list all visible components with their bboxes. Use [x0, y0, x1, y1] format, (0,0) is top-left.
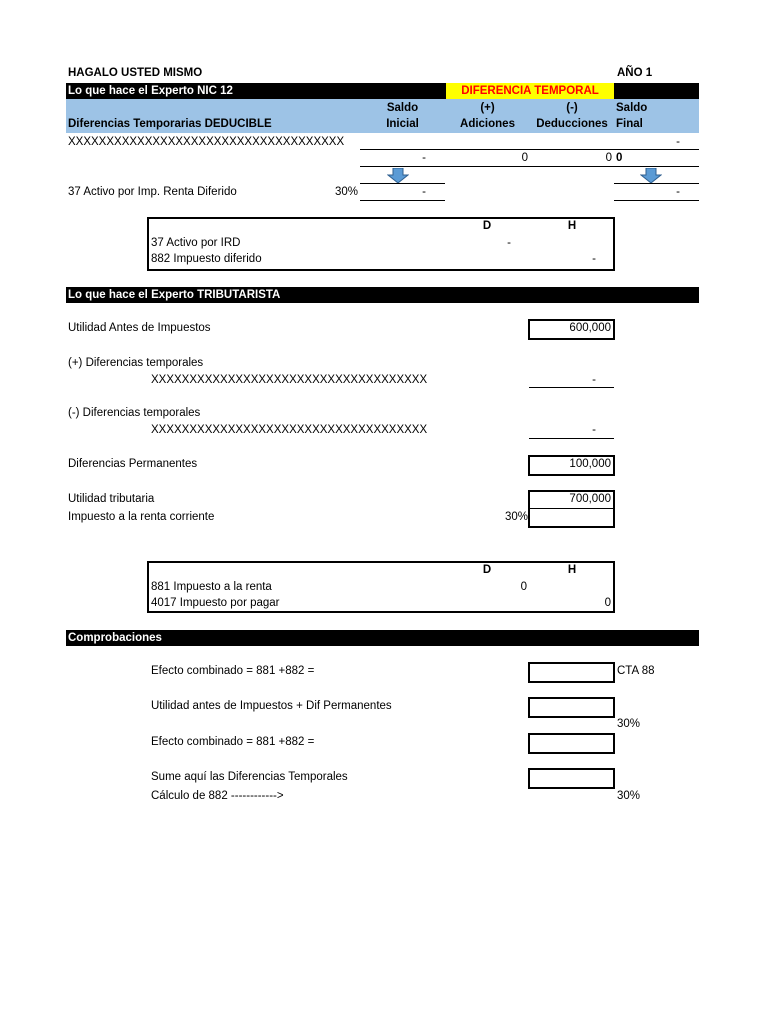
activo-row-saldo-final: -	[676, 186, 680, 198]
calculo-882-label: Cálculo de 882 ------------>	[151, 790, 284, 802]
efecto-combinado-2-label: Efecto combinado = 881 +882 =	[151, 736, 315, 748]
col-adiciones-line1: (+)	[480, 102, 495, 114]
trib-entry-line2-h: 0	[604, 597, 611, 609]
cta-88-label: CTA 88	[617, 665, 655, 677]
activo-row-rate: 30%	[334, 186, 358, 198]
col-saldo-inicial-line2: Inicial	[386, 118, 419, 130]
tributaria-box-divider	[530, 508, 613, 509]
minus-rule	[529, 438, 614, 439]
total-top-rule	[360, 149, 699, 150]
total-bottom-rule	[360, 166, 699, 167]
trib-entry-line1-label: 881 Impuesto a la renta	[151, 581, 272, 593]
activo-rule-right	[614, 200, 699, 201]
permanentes-label: Diferencias Permanentes	[68, 458, 198, 470]
nic12-entry-col-h: H	[567, 220, 577, 232]
minus-x-row: XXXXXXXXXXXXXXXXXXXXXXXXXXXXXXXXXXXX	[151, 424, 428, 436]
col-deducciones-line2: Deducciones	[536, 118, 608, 130]
activo-row-saldo-inicial: -	[422, 186, 426, 198]
utilidad-dif-input[interactable]	[528, 697, 615, 718]
plus-temporales-label: (+) Diferencias temporales	[68, 357, 204, 369]
sume-temporales-label: Sume aquí las Diferencias Temporales	[151, 771, 348, 783]
diferencia-temporal-label: DIFERENCIA TEMPORAL	[461, 85, 599, 97]
activo-row-label: 37 Activo por Imp. Renta Diferido	[68, 186, 237, 198]
activo-rule-left	[360, 200, 445, 201]
total-adiciones: 0	[521, 152, 528, 164]
impuesto-corriente-label: Impuesto a la renta corriente	[68, 511, 215, 523]
sume-temporales-input[interactable]	[528, 768, 615, 789]
arrow-down-icon	[387, 168, 409, 184]
document-title: HAGALO USTED MISMO	[68, 67, 203, 79]
x-row-label: XXXXXXXXXXXXXXXXXXXXXXXXXXXXXXXXXXXX	[68, 136, 345, 148]
col-saldo-final-line2: Final	[616, 118, 643, 130]
efecto-combinado-1-input[interactable]	[528, 662, 615, 683]
total-saldo-inicial: -	[422, 152, 426, 164]
efecto-combinado-2-input[interactable]	[528, 733, 615, 754]
trib-entry-col-d: D	[482, 564, 492, 576]
nic12-entry-line1-label: 37 Activo por IRD	[151, 237, 241, 249]
col-saldo-inicial-line1: Saldo	[386, 102, 419, 114]
trib-entry-col-h: H	[567, 564, 577, 576]
arrow-rule-right	[614, 183, 699, 184]
plus-temporales-value: -	[592, 374, 596, 386]
rate-30-2: 30%	[617, 790, 641, 802]
trib-entry-line1-d: 0	[520, 581, 527, 593]
plus-x-row: XXXXXXXXXXXXXXXXXXXXXXXXXXXXXXXXXXXX	[151, 374, 428, 386]
row-header-label: Diferencias Temporarias DEDUCIBLE	[68, 118, 272, 130]
efecto-combinado-1-label: Efecto combinado = 881 +882 =	[151, 665, 315, 677]
rate-30-1: 30%	[617, 718, 641, 730]
arrow-down-icon	[640, 168, 662, 184]
permanentes-value: 100,000	[569, 458, 611, 470]
arrow-rule-left	[360, 183, 445, 184]
col-deducciones-line1: (-)	[566, 102, 578, 114]
x-row-saldo-final: -	[676, 136, 680, 148]
utilidad-tributaria-label: Utilidad tributaria	[68, 493, 155, 505]
total-deducciones: 0	[605, 152, 612, 164]
minus-temporales-label: (-) Diferencias temporales	[68, 407, 201, 419]
nic12-entry-col-d: D	[482, 220, 492, 232]
col-saldo-final-line1: Saldo	[616, 102, 648, 114]
tributarista-section-title: Lo que hace el Experto TRIBUTARISTA	[68, 289, 281, 301]
utilidad-label: Utilidad Antes de Impuestos	[68, 322, 211, 334]
nic12-entry-line2-label: 882 Impuesto diferido	[151, 253, 262, 265]
comprobaciones-section-title: Comprobaciones	[68, 632, 162, 644]
nic12-entry-line2-h: -	[592, 253, 596, 265]
year-label: AÑO 1	[617, 67, 653, 79]
col-adiciones-line2: Adiciones	[460, 118, 515, 130]
impuesto-corriente-rate: 30%	[504, 511, 528, 523]
plus-rule	[529, 387, 614, 388]
utilidad-dif-label: Utilidad antes de Impuestos + Dif Permanentes	[151, 700, 392, 712]
utilidad-value: 600,000	[569, 322, 611, 334]
minus-temporales-value: -	[592, 424, 596, 436]
nic12-section-title: Lo que hace el Experto NIC 12	[68, 85, 233, 97]
total-saldo-final: 0	[616, 152, 623, 164]
utilidad-tributaria-value: 700,000	[569, 493, 611, 505]
trib-entry-line2-label: 4017 Impuesto por pagar	[151, 597, 280, 609]
nic12-entry-line1-d: -	[507, 237, 511, 249]
